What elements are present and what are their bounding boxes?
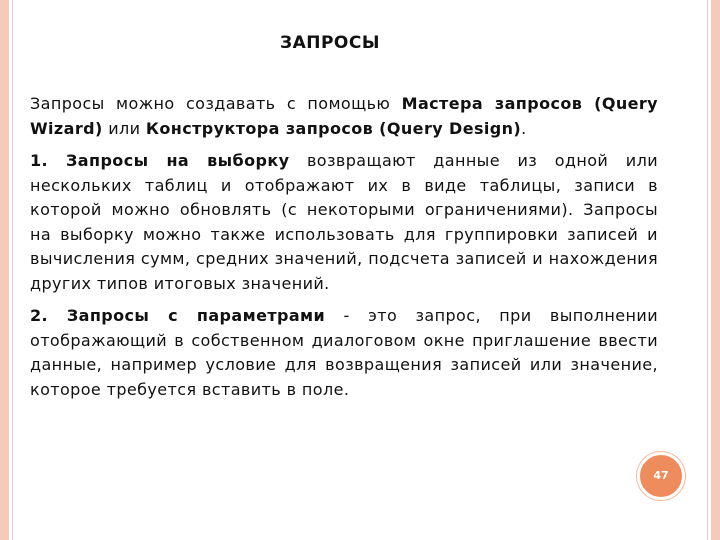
parameter-query-paragraph — [30, 304, 658, 402]
intro-text-2: или — [102, 118, 146, 138]
intro-text-1: Запросы можно создавать с помощью — [30, 94, 402, 113]
slide-content — [30, 92, 658, 410]
select-query-heading: 1. Запросы на выборку — [30, 151, 290, 170]
intro-paragraph — [30, 92, 658, 141]
intro-bold-wizard: Мастера запросов (Query Wizard) — [30, 94, 658, 138]
select-query-text: возвращают данные из одной или нескольких таблиц и отображают их в виде таблицы, записи в которой можно обновлять (с некоторыми ограничениями). Запросы на выборку можно также использовать для группировки записей и вычисления сумм, средних значений, подсчета записей и нахождения других типов итоговых значений. — [30, 151, 658, 293]
parameter-query-text: - это запрос, при выполнении отображающий в собственном диалоговом окне приглашение ввести данные, например условие для возвращения записей или значение, которое требуется вставить в поле. — [30, 306, 658, 399]
select-query-paragraph — [30, 149, 658, 296]
intro-bold-design: Конструктора запросов (Query Design) — [145, 118, 522, 138]
parameter-query-heading: 2. Запросы с параметрами — [30, 306, 326, 325]
left-border-decoration — [0, 0, 9, 540]
right-border-line — [707, 0, 708, 540]
right-border-decoration — [711, 0, 720, 540]
page-number-badge: 47 — [637, 452, 685, 500]
slide-title: ЗАПРОСЫ — [280, 33, 380, 53]
left-border-line — [12, 0, 13, 540]
intro-text-3: . — [521, 118, 527, 138]
